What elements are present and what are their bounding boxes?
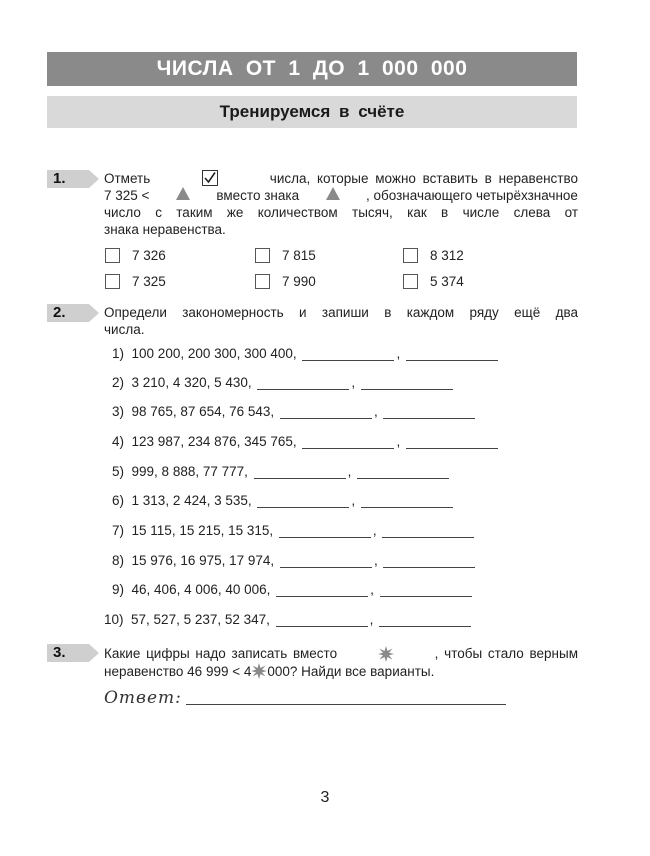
row-label: 9) <box>112 582 125 597</box>
row-sequence: 1 313, 2 424, 3 535, <box>131 493 252 508</box>
row-label: 4) <box>112 434 125 449</box>
checkmark-icon <box>202 170 218 186</box>
task-number-2: 2. <box>47 304 89 322</box>
sequence-row <box>112 553 477 568</box>
option-label: 5 374 <box>430 274 464 289</box>
sequence-row <box>112 404 477 419</box>
task3-line1-a: Какие цифры надо записать вместо <box>104 646 338 661</box>
comma: , <box>347 464 352 479</box>
sequence-row <box>104 612 473 627</box>
triangle-icon <box>176 187 190 200</box>
option-label: 7 325 <box>132 274 166 289</box>
answer-blank[interactable] <box>302 436 394 449</box>
answer-blank[interactable] <box>382 525 474 538</box>
answer-blank[interactable] <box>276 584 368 597</box>
answer-blank[interactable] <box>406 436 498 449</box>
answer-blank[interactable] <box>279 525 371 538</box>
sequence-row <box>112 493 455 508</box>
star-icon <box>378 646 394 662</box>
comma: , <box>373 553 378 568</box>
answer-blank[interactable] <box>361 495 453 508</box>
answer-blank[interactable] <box>383 406 475 419</box>
page-title: ЧИСЛА ОТ 1 ДО 1 000 000 <box>47 52 577 86</box>
task2-line2: числа. <box>104 322 145 337</box>
star-icon <box>251 663 267 679</box>
comma: , <box>351 375 356 390</box>
task3-text <box>104 645 578 680</box>
answer-blank[interactable] <box>257 377 349 390</box>
row-label: 2) <box>112 375 125 390</box>
sequence-row <box>112 582 474 597</box>
row-sequence: 999, 8 888, 77 777, <box>131 464 248 479</box>
option-label: 8 312 <box>430 248 464 263</box>
option-label: 7 326 <box>132 248 166 263</box>
option-label: 7 990 <box>282 274 316 289</box>
sequence-row <box>112 375 455 390</box>
comma: , <box>396 346 401 361</box>
comma: , <box>396 434 401 449</box>
option-checkbox[interactable] <box>255 248 270 263</box>
row-sequence: 100 200, 200 300, 300 400, <box>131 346 297 361</box>
row-label: 7) <box>112 523 125 538</box>
row-label: 8) <box>112 553 125 568</box>
answer-blank[interactable] <box>254 466 346 479</box>
option-checkbox[interactable] <box>255 274 270 289</box>
task1-line2-c: , обозначающего четырёхзначное <box>366 188 578 203</box>
answer-blank[interactable] <box>380 584 472 597</box>
task1-line1-b: числа, которые можно вставить в неравенство <box>269 171 578 186</box>
section-subtitle: Тренируемся в счёте <box>47 96 577 128</box>
task1-line4: знака неравенства. <box>104 222 226 237</box>
row-sequence: 46, 406, 4 006, 40 006, <box>131 582 271 597</box>
task-number-1: 1. <box>47 170 89 188</box>
row-label: 3) <box>112 404 125 419</box>
task1-line2-b: вместо знака <box>216 188 300 203</box>
row-sequence: 57, 527, 5 237, 52 347, <box>131 612 270 627</box>
answer-blank[interactable] <box>276 614 368 627</box>
comma: , <box>351 493 356 508</box>
task1-line3: число с таким же количеством тысяч, как в числе слева от <box>104 205 578 220</box>
sequence-row <box>112 464 451 479</box>
triangle-icon <box>326 187 340 200</box>
task2-line1: Определи закономерность и запиши в каждом ряду ещё два <box>104 305 578 320</box>
answer-label: Ответ: <box>104 688 182 708</box>
answer-blank[interactable] <box>383 555 475 568</box>
task1-line1-a: Отметь <box>104 171 151 186</box>
comma: , <box>373 404 378 419</box>
comma: , <box>370 582 374 597</box>
option-checkbox[interactable] <box>105 248 120 263</box>
row-sequence: 15 115, 15 215, 15 315, <box>131 523 274 538</box>
row-label: 5) <box>112 464 125 479</box>
sequence-row <box>112 346 500 361</box>
row-sequence: 98 765, 87 654, 76 543, <box>131 404 275 419</box>
option-label: 7 815 <box>282 248 316 263</box>
row-sequence: 3 210, 4 320, 5 430, <box>131 375 252 390</box>
sequence-row <box>112 434 500 449</box>
task3-line2-b: 000? Найди все варианты. <box>267 664 435 679</box>
option-checkbox[interactable] <box>403 248 418 263</box>
comma: , <box>369 612 374 627</box>
row-sequence: 15 976, 16 975, 17 974, <box>131 553 275 568</box>
answer-blank[interactable] <box>280 555 372 568</box>
task-number-3: 3. <box>47 644 89 662</box>
option-checkbox[interactable] <box>403 274 418 289</box>
comma: , <box>372 523 377 538</box>
answer-line[interactable] <box>186 704 506 705</box>
option-checkbox[interactable] <box>105 274 120 289</box>
answer-blank[interactable] <box>357 466 449 479</box>
sequence-row <box>112 523 476 538</box>
answer-blank[interactable] <box>406 348 498 361</box>
answer-blank[interactable] <box>302 348 394 361</box>
task3-line1-b: , чтобы стало верным <box>434 646 578 661</box>
task3-line2-a: неравенство 46 999 < 4 <box>104 664 252 679</box>
answer-blank[interactable] <box>257 495 349 508</box>
answer-blank[interactable] <box>379 614 471 627</box>
task1-text <box>104 170 578 238</box>
answer-blank[interactable] <box>361 377 453 390</box>
row-label: 6) <box>112 493 125 508</box>
answer-blank[interactable] <box>280 406 372 419</box>
row-label: 10) <box>104 612 124 627</box>
row-label: 1) <box>112 346 125 361</box>
task2-text <box>104 304 578 338</box>
task1-line2-a: 7 325 < <box>104 188 150 203</box>
page-number: 3 <box>320 789 330 806</box>
row-sequence: 123 987, 234 876, 345 765, <box>131 434 297 449</box>
